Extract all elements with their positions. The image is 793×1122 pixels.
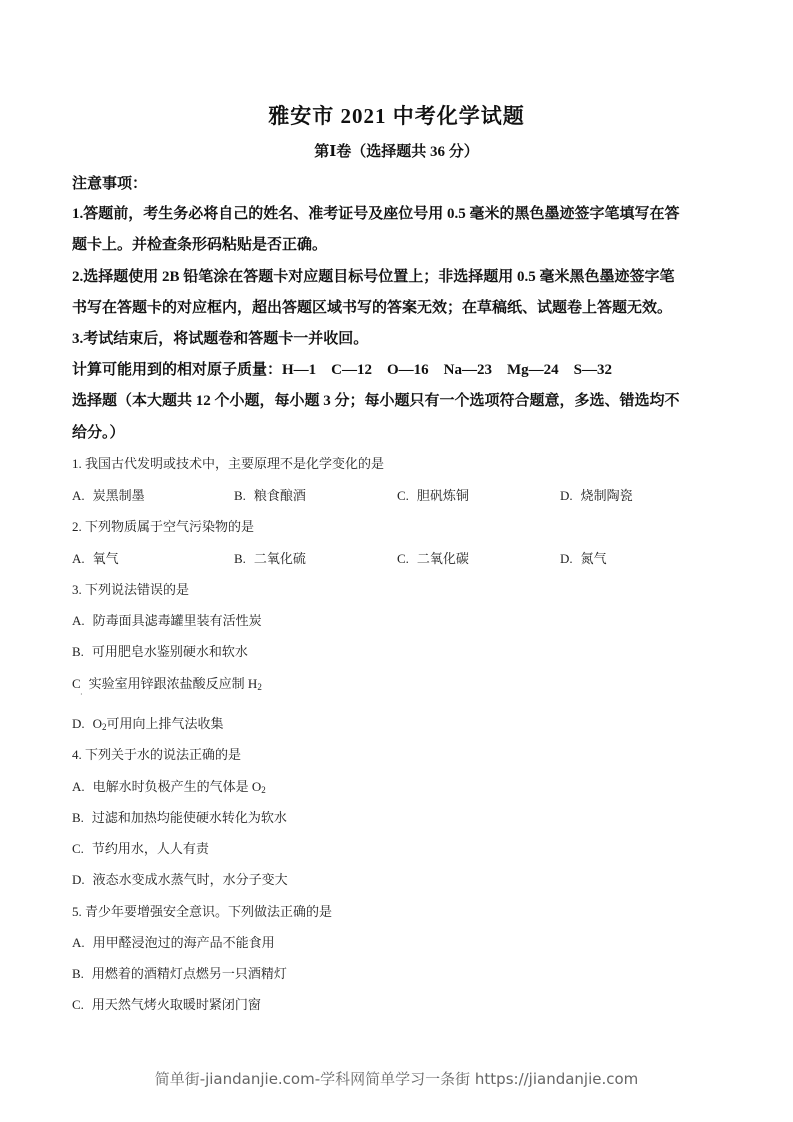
question-2-option-c (397, 548, 469, 567)
question-4-option-d (72, 869, 288, 888)
section-intro-1: 选择题（本大题共 12 个小题，每小题 3 分；每小题只有一个选项符合题意，多选、错选均不 (72, 393, 680, 409)
option-label: C. (397, 551, 409, 566)
question-3-option-b (72, 641, 248, 660)
formula-prefix: O (92, 716, 103, 731)
atomic-mass-line: 计算可能用到的相对原子质量：H—1 C—12 O—16 Na—23 Mg—24 S—32 (72, 362, 613, 378)
question-4-option-a (72, 776, 266, 795)
question-4-option-c (72, 838, 209, 857)
option-text: 用天然气烤火取暖时紧闭门窗 (91, 997, 261, 1012)
option-text: 胆矾炼铜 (416, 488, 469, 503)
notice-item-1a: 1.答题前，考生务必将自己的姓名、准考证号及座位号用 0.5 毫米的黑色墨迹签字笔填写在答 (72, 206, 680, 222)
notice-heading: 注意事项： (72, 176, 148, 192)
option-label: B. (72, 810, 84, 825)
subscript: 2 (102, 722, 107, 732)
option-label: D. (72, 872, 85, 887)
option-label: B. (234, 488, 246, 503)
question-3-option-d (72, 713, 224, 732)
question-4-option-b (72, 807, 287, 826)
subscript: 2 (261, 785, 266, 795)
option-text: 可用向上排气法收集 (106, 716, 224, 731)
question-3-option-a (72, 610, 262, 629)
section-subtitle: 第Ⅰ卷（选择题共 36 分） (314, 144, 479, 160)
notice-item-2b: 书写在答题卡的对应框内，超出答题区域书写的答案无效；在草稿纸、试题卷上答题无效。 (72, 300, 673, 316)
option-text: 可用肥皂水鉴别硬水和软水 (91, 644, 248, 659)
option-label: D. (560, 488, 573, 503)
option-text: 实验室用锌跟浓盐酸反应制 H (88, 676, 258, 691)
option-text: 电解水时负极产生的气体是 O (92, 779, 262, 794)
stray-mark: · (80, 690, 83, 699)
question-3-stem: 3. 下列说法错误的是 (72, 582, 190, 597)
question-1-option-d (560, 485, 633, 504)
question-2-stem: 2. 下列物质属于空气污染物的是 (72, 519, 255, 534)
section-intro-2: 给分。） (72, 425, 125, 441)
question-4-stem: 4. 下列关于水的说法正确的是 (72, 747, 242, 762)
option-label: C. (397, 488, 409, 503)
option-label: B. (72, 644, 84, 659)
option-text: 节约用水，人人有责 (91, 841, 209, 856)
option-text: 粮食酿酒 (253, 488, 306, 503)
question-1-option-c (397, 485, 469, 504)
option-text: 液态水变成水蒸气时，水分子变大 (92, 872, 288, 887)
page-title: 雅安市 2021 中考化学试题 (268, 104, 525, 128)
question-2-option-d (560, 548, 607, 567)
notice-item-1b: 题卡上。并检查条形码粘贴是否正确。 (72, 237, 328, 253)
option-text: 氮气 (580, 551, 607, 566)
question-1-stem: 1. 我国古代发明或技术中，主要原理不是化学变化的是 (72, 456, 385, 471)
option-text: 二氧化硫 (253, 551, 306, 566)
option-label: A. (72, 488, 85, 503)
option-label: B. (72, 966, 84, 981)
question-3-option-c (72, 673, 262, 692)
option-label: C. (72, 841, 84, 856)
option-text: 二氧化碳 (416, 551, 469, 566)
question-1-option-b (234, 485, 306, 504)
question-2-option-a (72, 548, 119, 567)
option-text: 用甲醛浸泡过的海产品不能食用 (92, 935, 275, 950)
question-1-option-a (72, 485, 145, 504)
option-text: 过滤和加热均能使硬水转化为软水 (91, 810, 287, 825)
option-label: D. (560, 551, 573, 566)
option-label: C. (72, 997, 84, 1012)
option-label: A. (72, 779, 85, 794)
option-label: D. (72, 716, 85, 731)
option-text: 炭黑制墨 (92, 488, 145, 503)
subscript: 2 (257, 682, 262, 692)
option-label: A. (72, 935, 85, 950)
option-text: 氧气 (92, 551, 119, 566)
question-2-option-b (234, 548, 306, 567)
option-text: 用燃着的酒精灯点燃另一只酒精灯 (91, 966, 287, 981)
option-label: B. (234, 551, 246, 566)
notice-item-3: 3.考试结束后，将试题卷和答题卡一并收回。 (72, 331, 369, 347)
option-text: 防毒面具滤毒罐里装有活性炭 (92, 613, 262, 628)
option-text: 烧制陶瓷 (580, 488, 633, 503)
notice-item-2a: 2.选择题使用 2B 铅笔涂在答题卡对应题目标号位置上；非选择题用 0.5 毫米黑色墨迹签字笔 (72, 269, 675, 285)
option-label: A. (72, 613, 85, 628)
question-5-option-a (72, 932, 275, 951)
question-5-option-c (72, 994, 261, 1013)
question-5-option-b (72, 963, 287, 982)
question-5-stem: 5. 青少年要增强安全意识。下列做法正确的是 (72, 904, 333, 919)
option-label: C (72, 676, 81, 691)
option-label: A. (72, 551, 85, 566)
watermark-footer: 简单街-jiandanjie.com-学科网简单学习一条街 https://jiandanjie.com (154, 1070, 639, 1088)
